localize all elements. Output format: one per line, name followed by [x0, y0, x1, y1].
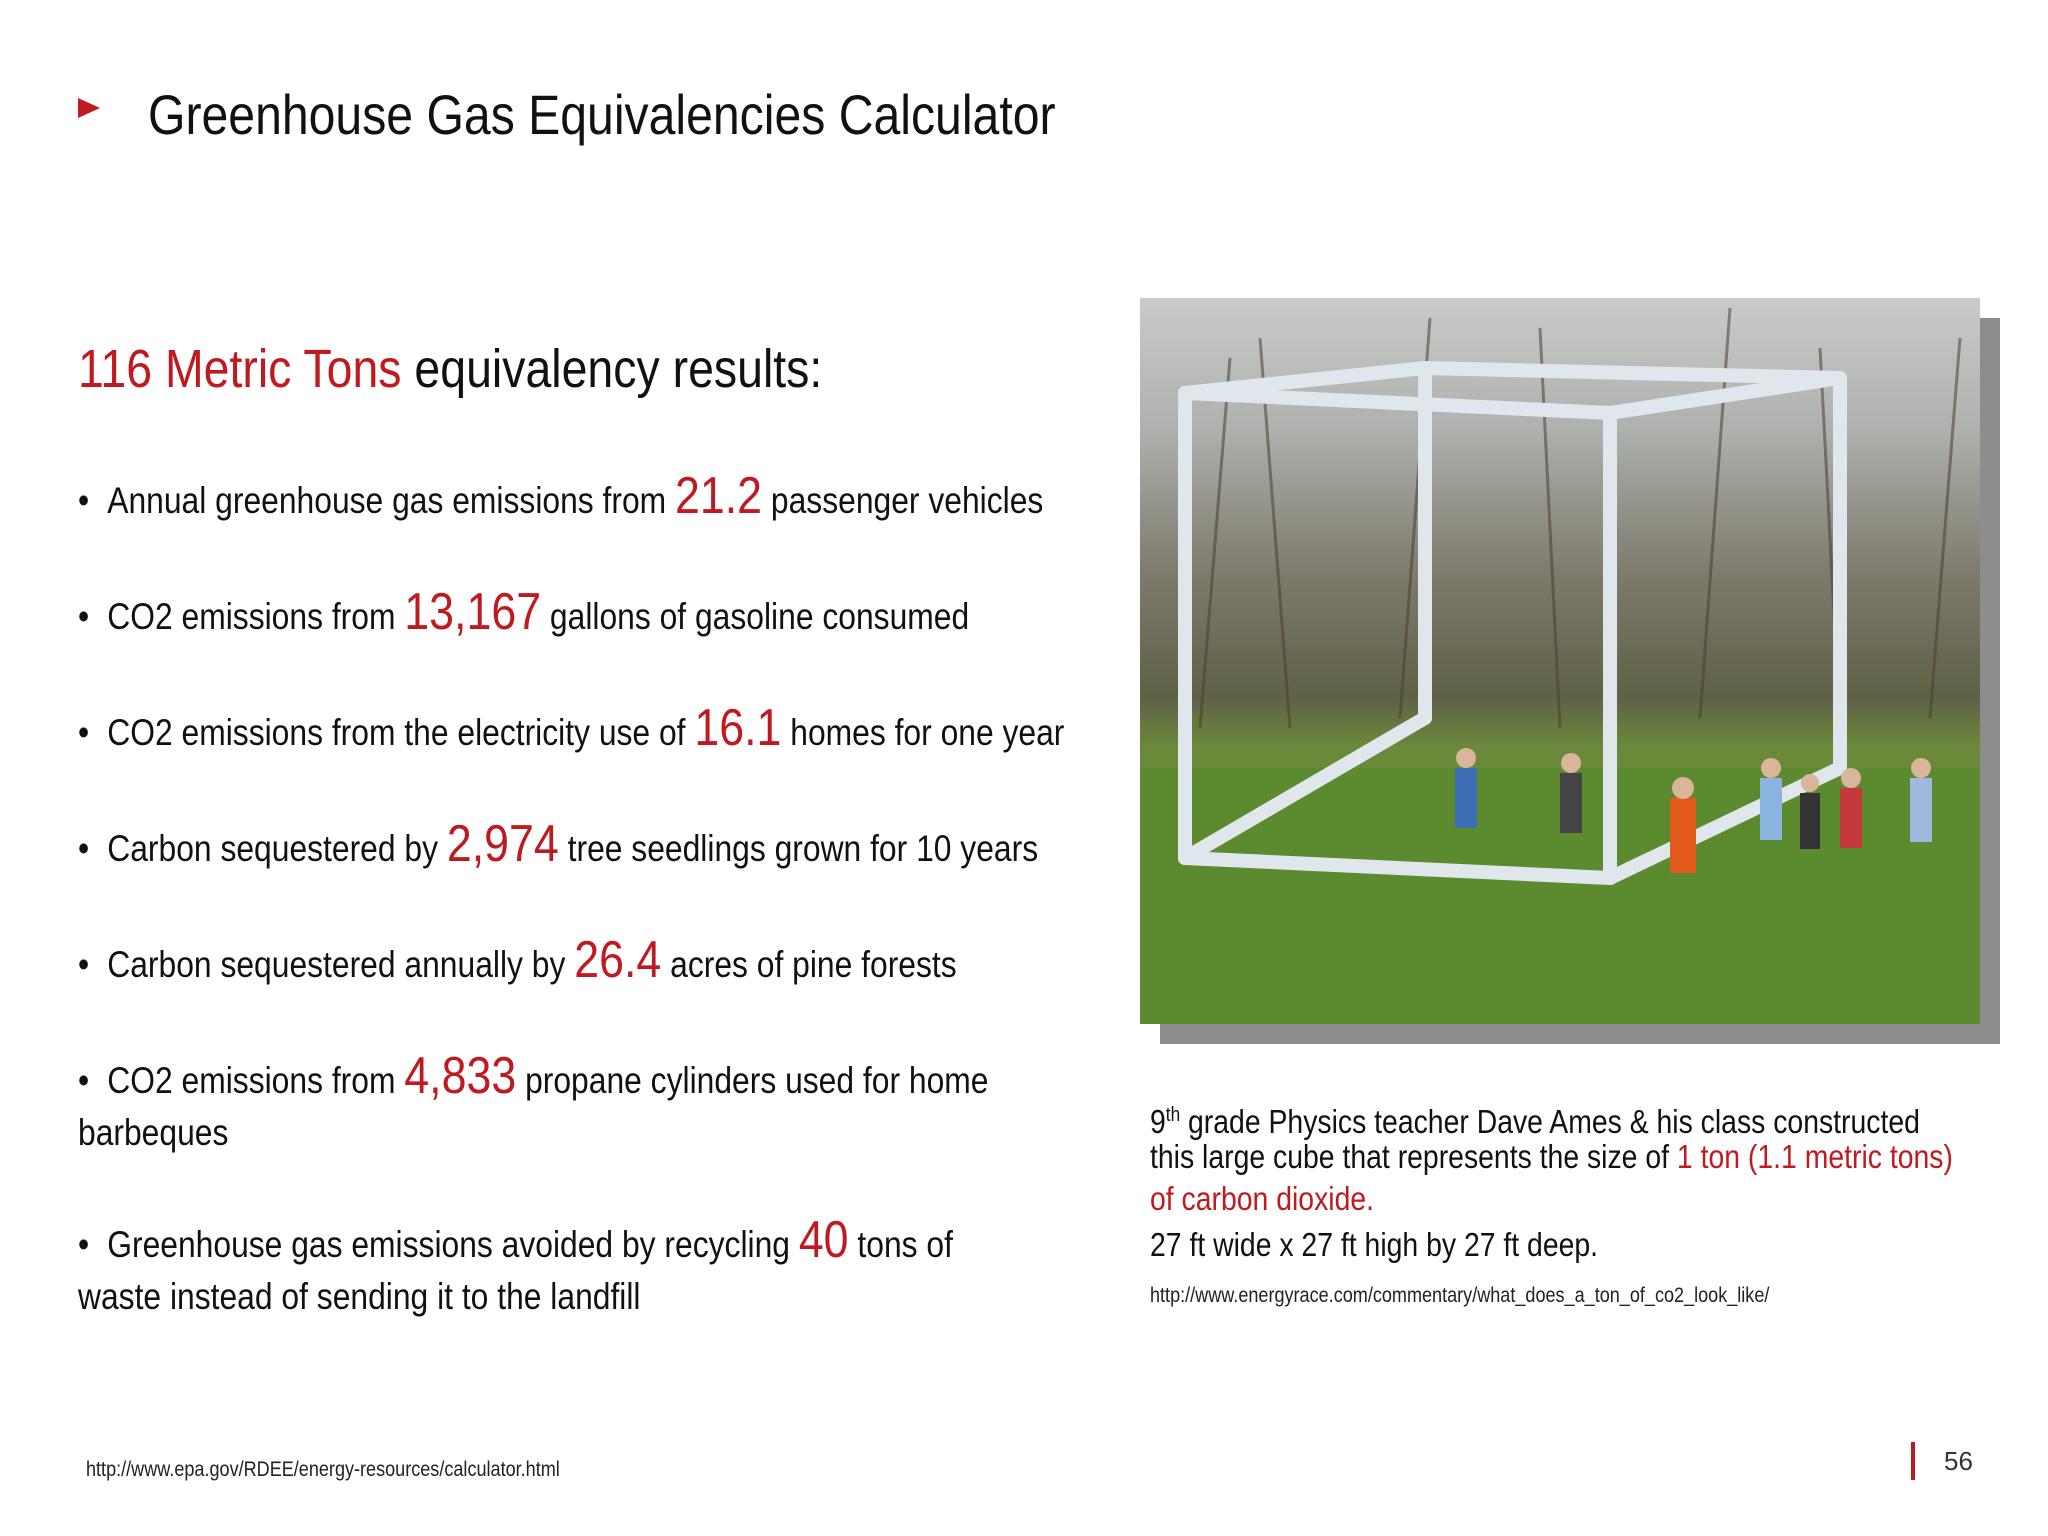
bullet-number: 40	[798, 1211, 849, 1269]
bullet-item: • CO2 emissions from the electricity use of 16.1 homes for one year	[78, 699, 1065, 757]
bullet-item: • CO2 emissions from 13,167 gallons of gasoline consumed	[78, 583, 970, 641]
bullet-dot-icon: •	[78, 1060, 90, 1101]
bullet-item: • Greenhouse gas emissions avoided by recycling 40 tons of waste instead of sending it to the landfill	[78, 1211, 953, 1317]
bullet-number: 4,833	[404, 1047, 517, 1105]
page-divider	[1911, 1442, 1915, 1480]
bullet-dot-icon: •	[78, 944, 90, 985]
caption-source-link[interactable]: http://www.energyrace.com/commentary/what_does_a_ton_of_co2_look_like/	[1150, 1284, 1770, 1307]
bullet-dot-icon: •	[78, 828, 90, 869]
cube-photo	[1140, 298, 1980, 1024]
bullet-continuation: waste instead of sending it to the landfill	[78, 1276, 641, 1317]
cube-illustration	[1140, 298, 1980, 1024]
bullet-item: • Carbon sequestered annually by 26.4 acres of pine forests	[78, 931, 957, 989]
caption-dimensions: 27 ft wide x 27 ft high by 27 ft deep.	[1150, 1226, 1599, 1263]
bullet-number: 26.4	[574, 931, 662, 989]
bullet-dot-icon: •	[78, 596, 90, 637]
subtitle	[78, 338, 822, 400]
bullet-dot-icon: •	[78, 1224, 90, 1265]
bullet-number: 2,974	[446, 815, 559, 873]
bullet-item: • CO2 emissions from 4,833 propane cylinders used for home barbeques	[78, 1047, 989, 1153]
source-link[interactable]: http://www.epa.gov/RDEE/energy-resources/calculator.html	[86, 1458, 560, 1481]
page-number: 56	[1944, 1446, 1973, 1476]
bullet-number: 16.1	[694, 699, 782, 757]
subtitle-highlight: 116 Metric Tons	[78, 339, 402, 399]
bullet-item: • Carbon sequestered by 2,974 tree seedlings grown for 10 years	[78, 815, 1039, 873]
bullet-continuation: barbeques	[78, 1112, 229, 1153]
bullet-item: • Annual greenhouse gas emissions from 21.2 passenger vehicles	[78, 467, 1044, 525]
page-title: Greenhouse Gas Equivalencies Calculator	[148, 83, 1056, 146]
subtitle-rest: equivalency results:	[414, 339, 823, 399]
bullet-dot-icon: •	[78, 480, 90, 521]
bullet-number: 21.2	[675, 467, 763, 525]
caption-line-2: this large cube that represents the size of 1 ton (1.1 metric tons)	[1150, 1138, 1953, 1175]
caption-line-1: 9th grade Physics teacher Dave Ames & his class constructed	[1150, 1103, 1920, 1140]
bullet-number: 13,167	[404, 583, 542, 641]
bullet-dot-icon: •	[78, 712, 90, 753]
caption-line-3: of carbon dioxide.	[1150, 1180, 1375, 1217]
triangle-bullet-icon	[78, 98, 100, 118]
